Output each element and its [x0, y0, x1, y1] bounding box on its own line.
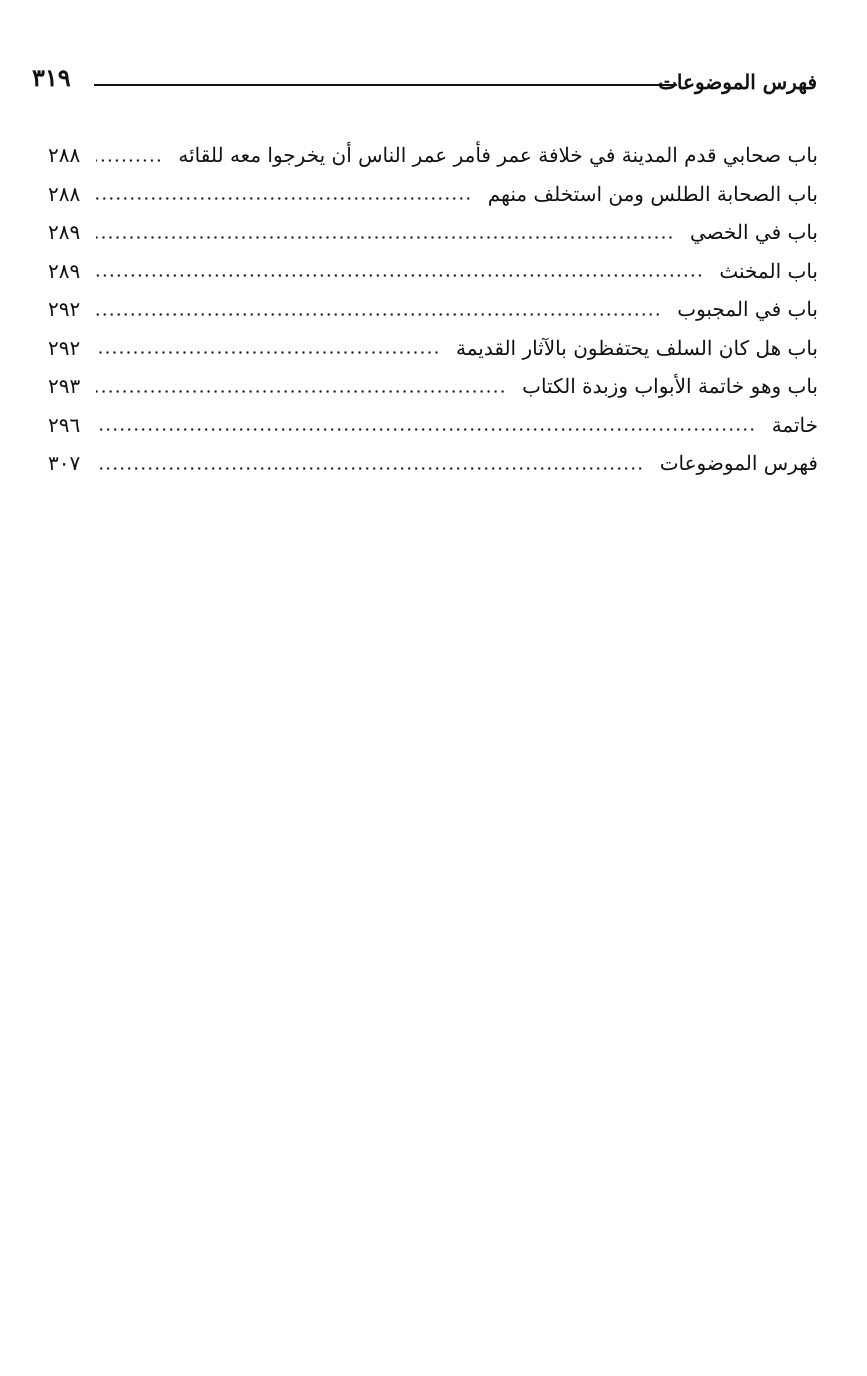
dot-leader [96, 273, 703, 278]
dot-leader [96, 466, 644, 471]
toc-entry-page: ٢٩٢ [48, 335, 81, 360]
toc-entry-title: فهرس الموضوعات [659, 451, 818, 476]
dot-leader [96, 196, 472, 201]
dot-leader [96, 158, 162, 163]
table-of-contents [48, 136, 818, 483]
toc-entry [48, 136, 818, 175]
toc-entry-page: ٢٩٢ [48, 297, 81, 322]
toc-entry-title: باب المخنث [719, 258, 818, 283]
toc-entry-title: باب صحابي قدم المدينة في خلافة عمر فأمر عمر الناس أن يخرجوا معه للقائه [178, 143, 818, 168]
page-number: ٣١٩ [32, 63, 71, 92]
toc-entry [48, 213, 818, 252]
toc-entry [48, 290, 818, 329]
toc-entry [48, 444, 818, 483]
toc-entry-page: ٢٨٩ [48, 258, 81, 283]
toc-entry-page: ٢٨٨ [48, 181, 81, 206]
toc-entry [48, 329, 818, 368]
toc-entry-title: باب الصحابة الطلس ومن استخلف منهم [487, 181, 818, 206]
dot-leader [96, 427, 756, 432]
toc-entry [48, 406, 818, 445]
toc-entry-title: باب في الخصي [689, 220, 818, 245]
toc-entry-page: ٢٨٨ [48, 143, 81, 168]
toc-entry-title: باب هل كان السلف يحتفظون بالآثار القديمة [455, 335, 818, 360]
toc-entry-title: باب في المجبوب [677, 297, 818, 322]
dot-leader [96, 312, 661, 317]
toc-entry [48, 367, 818, 406]
running-title: فهرس الموضوعات [658, 70, 817, 94]
toc-entry-page: ٢٨٩ [48, 220, 81, 245]
toc-entry-title: باب وهو خاتمة الأبواب وزبدة الكتاب [522, 374, 818, 399]
toc-entry-page: ٢٩٣ [48, 374, 81, 399]
dot-leader [96, 235, 674, 240]
toc-entry-page: ٣٠٧ [48, 451, 81, 476]
dot-leader [96, 389, 506, 394]
toc-entry [48, 252, 818, 291]
toc-entry-page: ٢٩٦ [48, 412, 81, 437]
dot-leader [96, 350, 440, 355]
toc-entry [48, 175, 818, 214]
toc-entry-title: خاتمة [771, 412, 818, 437]
header-rule [94, 84, 677, 86]
page-header [32, 62, 817, 96]
